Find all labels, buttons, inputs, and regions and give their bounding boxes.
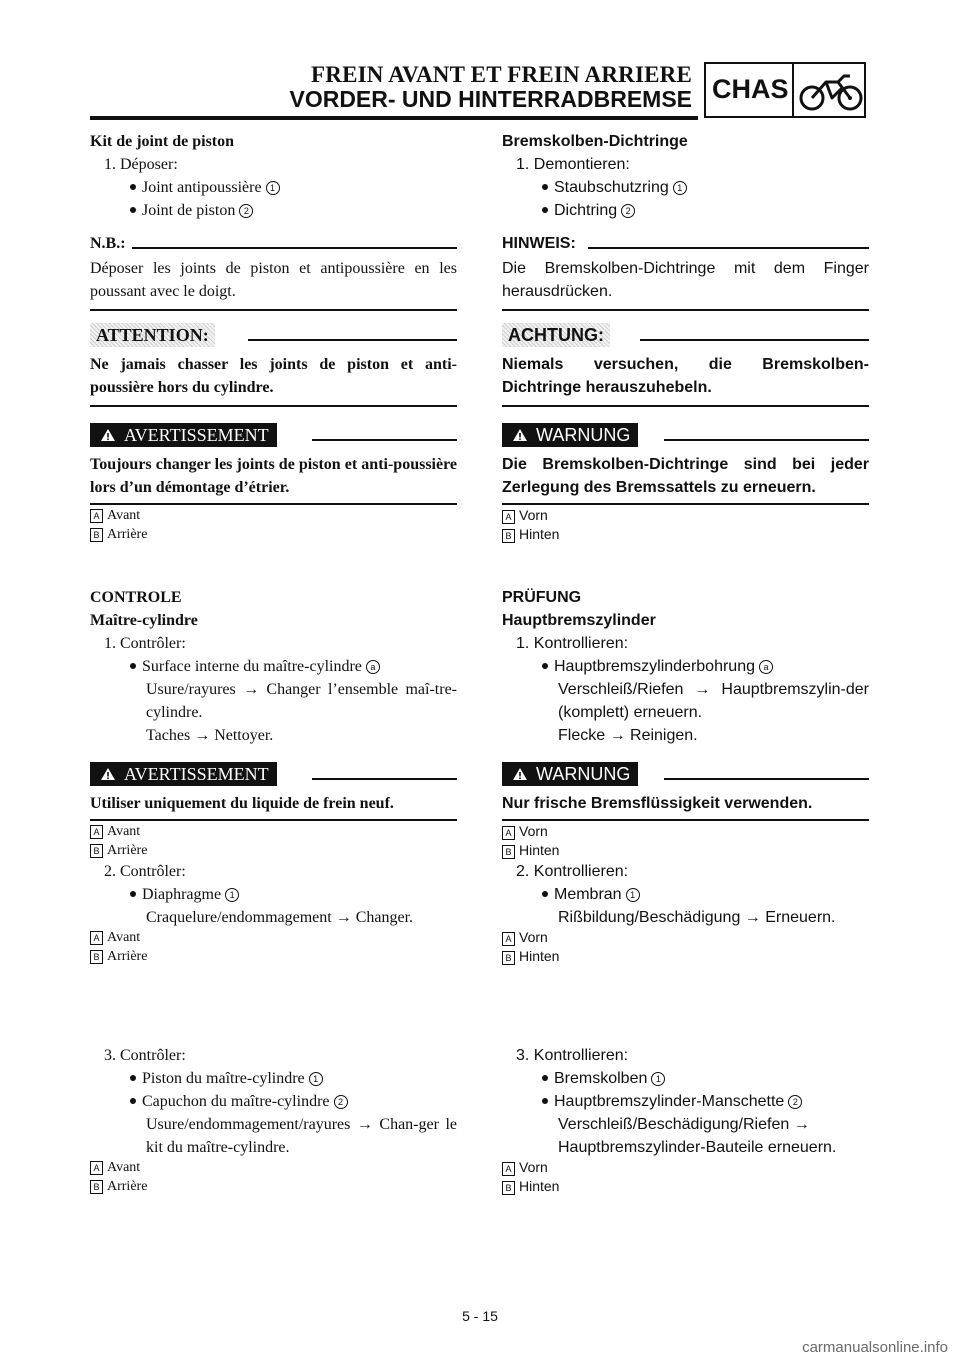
text-element <box>502 928 869 947</box>
de-diaphragm: Membran <box>554 886 622 903</box>
fr-item-piston-seal: Joint de piston <box>142 202 236 219</box>
text-element <box>90 503 457 505</box>
de-bore-wear: Verschleiß/Riefen → Hauptbremszylin-der (komplett) erneuern. <box>558 681 869 721</box>
text-element <box>90 883 457 906</box>
text-element <box>502 1158 869 1196</box>
text-element <box>90 309 457 311</box>
fr-bore-wear: Usure/rayures → Changer l’ensemble maî-tre-cylindre. <box>146 681 457 721</box>
text-element <box>502 883 869 906</box>
section-badge <box>704 62 866 118</box>
text-element <box>312 778 457 780</box>
text-element <box>502 762 638 786</box>
markers-n2: 2 <box>621 204 635 218</box>
de-rear: Hinten <box>519 1178 560 1194</box>
text-element <box>90 822 457 841</box>
text-element <box>90 841 457 860</box>
de-master-title: Hauptbremszylinder <box>502 612 656 629</box>
markers-a: a <box>759 660 773 674</box>
de-cup: Hauptbremszylinder-Manschette <box>554 1093 785 1110</box>
text-element <box>502 525 869 544</box>
text-element <box>542 891 548 897</box>
de-diaphragm-state: Rißbildung/Beschädigung → Erneuern. <box>558 909 836 926</box>
text-element <box>248 339 457 341</box>
de-rear: Hinten <box>519 842 560 858</box>
text-element <box>90 947 457 966</box>
text-element <box>502 1158 869 1177</box>
text-element <box>502 1090 869 1113</box>
text-element <box>542 1075 548 1081</box>
de-check-title: PRÜFUNG <box>502 589 582 606</box>
fr-rear: Arrière <box>107 1179 148 1194</box>
markers-A: A <box>90 931 103 945</box>
warning-text: Toujours changer les joints de piston et anti-poussière lors d’un démontage d’étrier. <box>90 456 457 496</box>
warning-label <box>90 423 277 447</box>
text-element <box>502 130 869 222</box>
text-element <box>130 1098 136 1104</box>
markers-A: A <box>90 825 103 839</box>
note-text: Déposer les joints de piston et antipoussière en les poussant avec le doigt. <box>90 260 457 300</box>
text-element <box>640 339 869 341</box>
de-front: Vorn <box>519 1159 548 1175</box>
section-code: CHAS <box>712 74 789 104</box>
warning-box <box>502 423 869 505</box>
callout-1: 1 <box>266 181 280 195</box>
de-piston-state: Verschleiß/Beschädigung/Riefen → Hauptbremszylinder-Bauteile erneuern. <box>558 1116 837 1156</box>
markers-n1: 1 <box>673 181 687 195</box>
markers-B: B <box>90 844 103 858</box>
de-item-piston-seal: Dichtring <box>554 202 618 219</box>
text-element <box>312 439 457 441</box>
text-element <box>90 506 457 544</box>
text-element <box>502 947 869 966</box>
text-element <box>130 663 136 669</box>
fr-rear: Arrière <box>107 843 148 858</box>
text-element <box>502 1044 869 1159</box>
markers-n2: 2 <box>334 1095 348 1109</box>
warning-triangle-icon <box>512 428 528 442</box>
text-element <box>588 247 869 249</box>
fr-cup: Capuchon du maître-cylindre <box>142 1093 330 1110</box>
text-element <box>502 323 869 349</box>
caution-box <box>502 323 869 407</box>
markers-B: B <box>502 1181 515 1195</box>
de-check2: 2. Kontrollieren: <box>516 863 629 880</box>
text-element <box>90 130 457 222</box>
markers-B: B <box>90 950 103 964</box>
text-element <box>90 586 457 747</box>
fr-warning-label: AVERTISSEMENT <box>124 425 269 445</box>
de-piston: Bremskolben <box>554 1070 648 1087</box>
text-element <box>90 423 457 449</box>
fr-rear: Arrière <box>107 949 148 964</box>
markers-A: A <box>502 932 515 946</box>
markers-n1: 1 <box>225 888 239 902</box>
text-element <box>502 586 869 747</box>
text-element <box>90 405 457 407</box>
text-element <box>502 309 869 311</box>
de-bore: Hauptbremszylinderbohrung <box>554 658 755 675</box>
markers-A: A <box>502 826 515 840</box>
text-element <box>90 323 457 349</box>
text-element <box>502 655 869 678</box>
fr-front: Avant <box>107 1160 141 1175</box>
text-element <box>90 1158 457 1177</box>
kit-title: Kit de joint de piston <box>90 133 235 150</box>
text-element <box>90 928 457 947</box>
text-element <box>90 762 277 786</box>
de-check3: 3. Kontrollieren: <box>516 1047 629 1064</box>
markers-A: A <box>90 1161 103 1175</box>
list-item <box>90 199 457 222</box>
warning-text: Utiliser uniquement du liquide de frein neuf. <box>90 795 394 812</box>
fr-rear: Arrière <box>107 527 148 542</box>
de-nb-label: HINWEIS: <box>502 235 576 252</box>
text-element <box>90 506 457 525</box>
text-element <box>502 176 869 199</box>
text-element <box>90 762 457 788</box>
markers-B: B <box>90 1180 103 1194</box>
text-element <box>502 762 869 788</box>
markers-A: A <box>502 1162 515 1176</box>
text-element <box>502 819 869 821</box>
fr-diaphragm-state: Craquelure/endommagement → Changer. <box>146 909 414 926</box>
text-element <box>502 822 869 860</box>
de-front: Vorn <box>519 507 548 523</box>
de-nb-text: Die Bremskolben-Dichtringe mit dem Finger herausdrücken. <box>502 260 869 300</box>
motorcycle-icon <box>798 68 864 114</box>
caution-box <box>90 323 457 407</box>
markers-B: B <box>502 529 515 543</box>
markers-n1: 1 <box>626 888 640 902</box>
text-element <box>502 405 869 407</box>
text-element <box>502 199 869 222</box>
de-warning-label: WARNUNG <box>536 764 631 784</box>
markers-n1: 1 <box>309 1072 323 1086</box>
de-rear: Hinten <box>519 526 560 542</box>
warning-box <box>502 762 869 821</box>
page-number: 5 - 15 <box>462 1308 498 1324</box>
text-element <box>664 778 869 780</box>
text-element <box>502 860 869 929</box>
fr-bore-stain: Taches → Nettoyer. <box>146 727 274 744</box>
fr-check2: 2. Contrôler: <box>104 863 186 880</box>
section-badge-divider <box>792 64 794 116</box>
de-warning-text1: Die Bremskolben-Dichtringe sind bei jeder Zerlegung des Bremssattels zu erneuern. <box>502 456 869 496</box>
fr-check1: 1. Contrôler: <box>104 635 186 652</box>
text-element <box>90 928 457 966</box>
text-element <box>502 1177 869 1196</box>
text-element <box>90 1177 457 1196</box>
warning-triangle-icon <box>100 767 116 781</box>
caution-text: Ne jamais chasser les joints de piston et anti-poussière hors du cylindre. <box>90 356 457 396</box>
text-element <box>90 1067 457 1090</box>
fr-front: Avant <box>107 824 141 839</box>
de-warning-text2: Nur frische Bremsflüssigkeit verwenden. <box>502 795 813 812</box>
fr-diaphragm: Diaphragme <box>142 886 222 903</box>
fr-piston: Piston du maître-cylindre <box>142 1070 305 1087</box>
section-title-check: CONTROLE <box>90 589 182 606</box>
text-element <box>542 207 548 213</box>
de-check1: 1. Kontrollieren: <box>516 635 629 652</box>
de-attention-label: ACHTUNG: <box>502 323 610 347</box>
fr-check3: 3. Contrôler: <box>104 1047 186 1064</box>
text-element <box>502 423 638 447</box>
markers-n1: 1 <box>651 1072 665 1086</box>
de-front: Vorn <box>519 929 548 945</box>
warning-triangle-icon <box>100 428 116 442</box>
header-rule <box>90 116 698 120</box>
text-element <box>90 233 457 255</box>
text-element <box>130 184 136 190</box>
callout-2: 2 <box>239 204 253 218</box>
caution-label: ATTENTION: <box>90 323 215 347</box>
note-box <box>502 233 869 311</box>
fr-piston-state: Usure/endommagement/rayures → Chan-ger le kit du maître-cylindre. <box>146 1116 457 1156</box>
text-element <box>502 928 869 966</box>
text-element <box>502 506 869 525</box>
markers-n2: 2 <box>788 1095 802 1109</box>
text-element <box>502 423 869 449</box>
text-element <box>502 506 869 544</box>
markers-B: B <box>90 528 103 542</box>
de-front: Vorn <box>519 823 548 839</box>
de-attention-text: Niemals versuchen, die Bremskolben-Dichtringe herauszuhebeln. <box>502 356 869 396</box>
text-element <box>90 819 457 821</box>
markers-B: B <box>502 845 515 859</box>
de-step1: 1. Demontieren: <box>516 156 630 173</box>
de-item-dust-seal: Staubschutzring <box>554 179 669 196</box>
subsection-master-cylinder: Maître-cylindre <box>90 612 198 629</box>
text-element <box>502 822 869 841</box>
de-warning-label: WARNUNG <box>536 425 631 445</box>
fr-bore: Surface interne du maître-cylindre <box>142 658 362 675</box>
fr-item-dust-seal: Joint antipoussière <box>142 179 262 196</box>
text-element <box>90 1044 457 1159</box>
markers-A: A <box>502 510 515 524</box>
text-element <box>130 891 136 897</box>
text-element <box>90 860 457 929</box>
note-label: N.B.: <box>90 235 126 252</box>
warning-box <box>90 423 457 505</box>
text-element <box>502 1067 869 1090</box>
text-element <box>132 247 457 249</box>
text-element <box>90 1090 457 1113</box>
text-element <box>90 1158 457 1196</box>
de-bore-stain: Flecke → Reinigen. <box>558 727 698 744</box>
markers-B: B <box>502 951 515 965</box>
text-element <box>542 184 548 190</box>
text-element <box>542 1098 548 1104</box>
markers-a: a <box>366 660 380 674</box>
text-element <box>90 822 457 860</box>
fr-front: Avant <box>107 508 141 523</box>
warning-box <box>90 762 457 821</box>
list-item <box>90 655 457 678</box>
text-element <box>502 841 869 860</box>
text-element <box>664 439 869 441</box>
text-element <box>130 207 136 213</box>
text-element <box>130 1075 136 1081</box>
markers-A: A <box>90 509 103 523</box>
list-item <box>90 176 457 199</box>
fr-warning-label: AVERTISSEMENT <box>124 764 269 784</box>
watermark: carmanualsonline.info <box>802 1339 948 1356</box>
text-element <box>90 525 457 544</box>
warning-triangle-icon <box>512 767 528 781</box>
note-box <box>90 233 457 311</box>
header-title-fr: FREIN AVANT ET FREIN ARRIERE <box>311 62 692 87</box>
kit-title: Bremskolben-Dichtringe <box>502 133 688 150</box>
step-1: 1. Déposer: <box>104 156 178 173</box>
text-element <box>502 233 869 255</box>
header-title-de: VORDER- UND HINTERRADBREMSE <box>289 86 692 112</box>
text-element <box>542 663 548 669</box>
fr-front: Avant <box>107 930 141 945</box>
de-rear: Hinten <box>519 948 560 964</box>
text-element <box>502 503 869 505</box>
